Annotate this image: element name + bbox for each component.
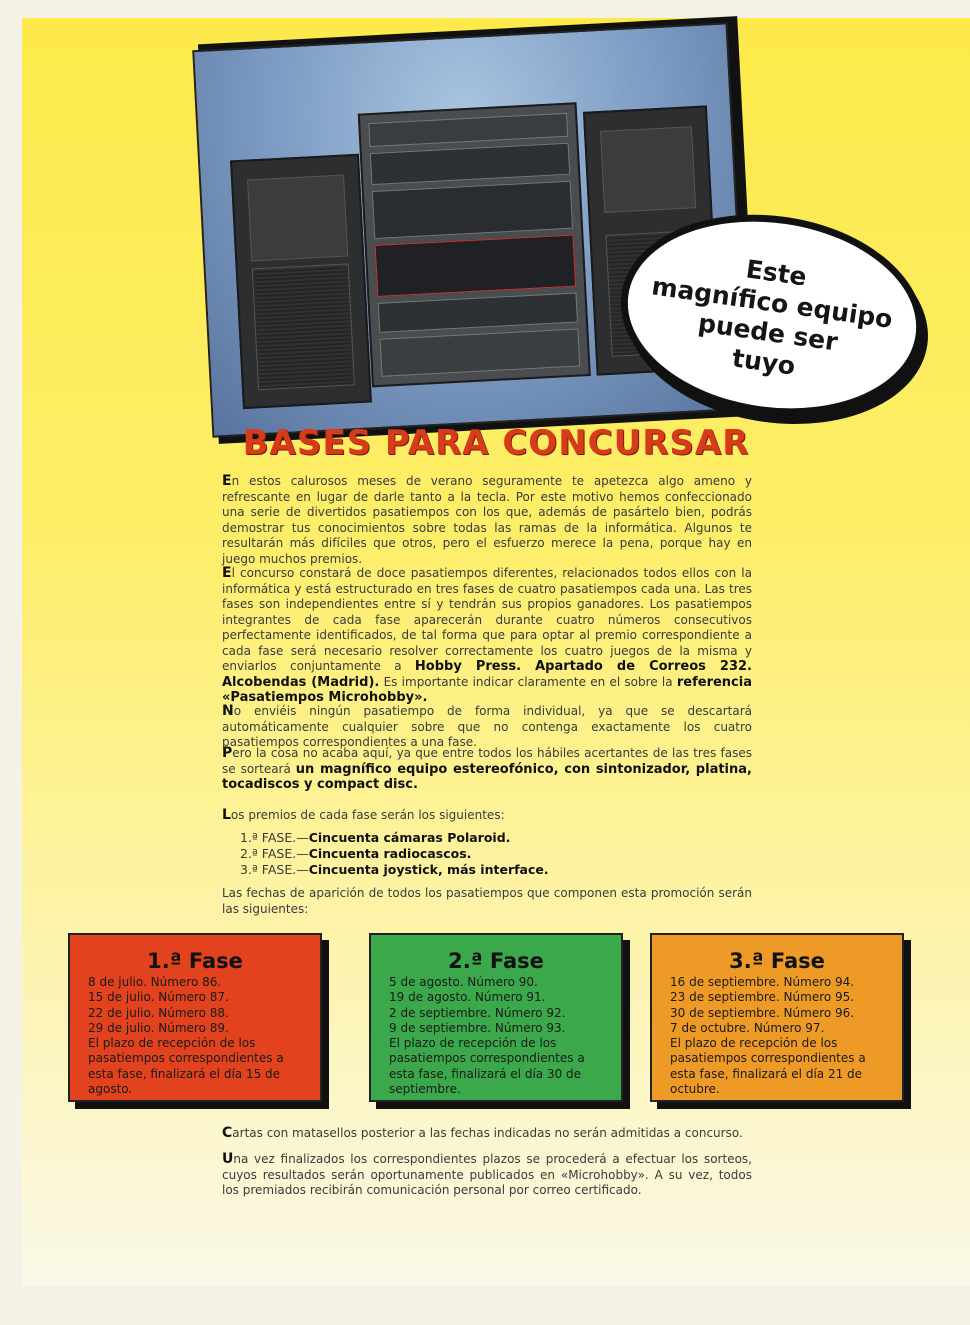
intro-paragraph [222,474,752,567]
stereo-deck [358,102,591,387]
prize-line-1 [240,830,510,845]
phase-date: 22 de julio. Número 88. [88,1005,229,1020]
drop-cap: U [222,1151,234,1167]
rules-text-2: Es importante indicar claramente en el sobre la [379,674,677,689]
phase-date: 23 de septiembre. Número 95. [670,990,855,1005]
phase-date: 9 de septiembre. Número 93. [389,1020,566,1035]
phase-card-2 [369,933,623,1102]
mailing-address: Hobby Press. Apartado de Correos 232. Alcobendas (Madrid). [222,659,752,690]
phase-date: 29 de julio. Número 89. [88,1020,229,1035]
intro-text: n estos calurosos meses de verano seguramente te apetezca algo ameno y refrescante en lugar de darle tanto a la tecla. Por este motivo hemos confeccionado una serie de divertidos pasatiempos con los que, además de pasártelo bien, podrás demostrar tus conocimientos sobre todas las ramas de la informática. Algunos te resultarán más difíciles que otros, pero el esfuerzo merece la pena, porque hay en juego muchos premios. [222,474,752,566]
drop-cap: E [222,565,232,581]
magazine-page [22,18,970,1286]
phase-title: 1.ª Fase [147,949,243,973]
phase-date: 30 de septiembre. Número 96. [670,1005,855,1020]
drop-cap: L [222,807,231,823]
drop-cap: C [222,1125,233,1141]
phase-deadline: El plazo de recepción de los pasatiempos correspondientes a esta fase, finalizará el día 15 de agosto. [88,1036,284,1097]
dates-intro: Las fechas de aparición de todos los pasatiempos que componen esta promoción serán las siguientes: [222,886,752,916]
bubble-text: Este magnífico equipo puede ser tuyo [649,254,895,381]
phase-date: 2 de septiembre. Número 92. [389,1005,566,1020]
phase-date: 16 de septiembre. Número 94. [670,975,855,989]
phase-card-3 [650,933,904,1102]
prizes-intro-text: os premios de cada fase serán los siguientes: [230,808,505,822]
prize-text: Cincuenta cámaras Polaroid. [308,830,511,845]
phase-body [652,973,902,1097]
phase-date: 8 de julio. Número 86. [88,975,222,989]
rules-text-1: l concurso constará de doce pasatiempos diferentes, relacionados todos ellos con la informática y está estructurado en tres fases de cuatro pasatiempos cada una. Las tres fases son independientes entre sí y tendrán sus propios ganadores. Los pasatiempos integrantes de cada fase aparecerán durante cuatro números consecutivos perfectamente identificados, de tal forma que para optar al premio correspondiente a cada fase será necesario resolver correctamente los cuatro juegos de la misma y enviarlos conjuntamente a [222,566,752,673]
prize-line-3 [240,862,549,877]
prize-text: Cincuenta radiocascos. [308,846,472,861]
prize-text: Cincuenta joystick, más interface. [308,862,549,877]
rules-paragraph [222,566,752,706]
individual-text: o enviéis ningún pasatiempo de forma individual, ya que se descartará automáticamente cualquier sobre que no contenga exactamente los cuatro pasatiempos correspondientes a una fase. [222,704,752,749]
individual-paragraph [222,704,752,751]
phase-body [371,973,621,1097]
phase-body [70,973,320,1097]
postmark-text: artas con matasellos posterior a las fechas indicadas no serán admitidas a concurso. [232,1126,743,1140]
grand-text: ero la cosa no acaba aquí, ya que entre todos los hábiles acertantes de las tres fases se sorteará [222,746,752,776]
drop-cap: P [222,745,233,761]
grand-prize: un magnífico equipo estereofónico, con sintonizador, platina, tocadiscos y compact disc. [222,761,752,792]
left-speaker [230,154,372,409]
prize-line-2 [240,846,471,861]
phase-date: 19 de agosto. Número 91. [389,990,546,1005]
phase-date: 15 de julio. Número 87. [88,990,229,1005]
phase-card-1 [68,933,322,1102]
phase-title: 2.ª Fase [448,949,544,973]
prize-label: 2.ª FASE.— [240,846,309,861]
postmark-paragraph [222,1126,752,1142]
phase-deadline: El plazo de recepción de los pasatiempos correspondientes a esta fase, finalizará el día 21 de octubre. [670,1036,866,1097]
page-title: BASES PARA CONCURSAR [242,423,750,463]
phase-deadline: El plazo de recepción de los pasatiempos correspondientes a esta fase, finalizará el día 30 de septiembre. [389,1036,585,1097]
drop-cap: E [222,473,232,489]
closing-text: na vez finalizados los correspondientes plazos se procederá a efectuar los sorteos, cuyos resultados serán oportunamente publicados en «Microhobby». A su vez, todos los premiados recibirán comunicación personal por correo certificado. [222,1152,752,1197]
grand-prize-paragraph [222,746,752,793]
prize-label: 1.ª FASE.— [240,830,309,845]
phase-date: 7 de octubre. Número 97. [670,1020,825,1035]
prizes-intro [222,808,752,824]
envelope-reference: referencia «Pasatiempos Microhobby». [222,674,752,705]
drop-cap: N [222,703,234,719]
closing-paragraph [222,1152,752,1199]
prize-label: 3.ª FASE.— [240,862,309,877]
phase-title: 3.ª Fase [729,949,825,973]
phase-date: 5 de agosto. Número 90. [389,975,538,989]
